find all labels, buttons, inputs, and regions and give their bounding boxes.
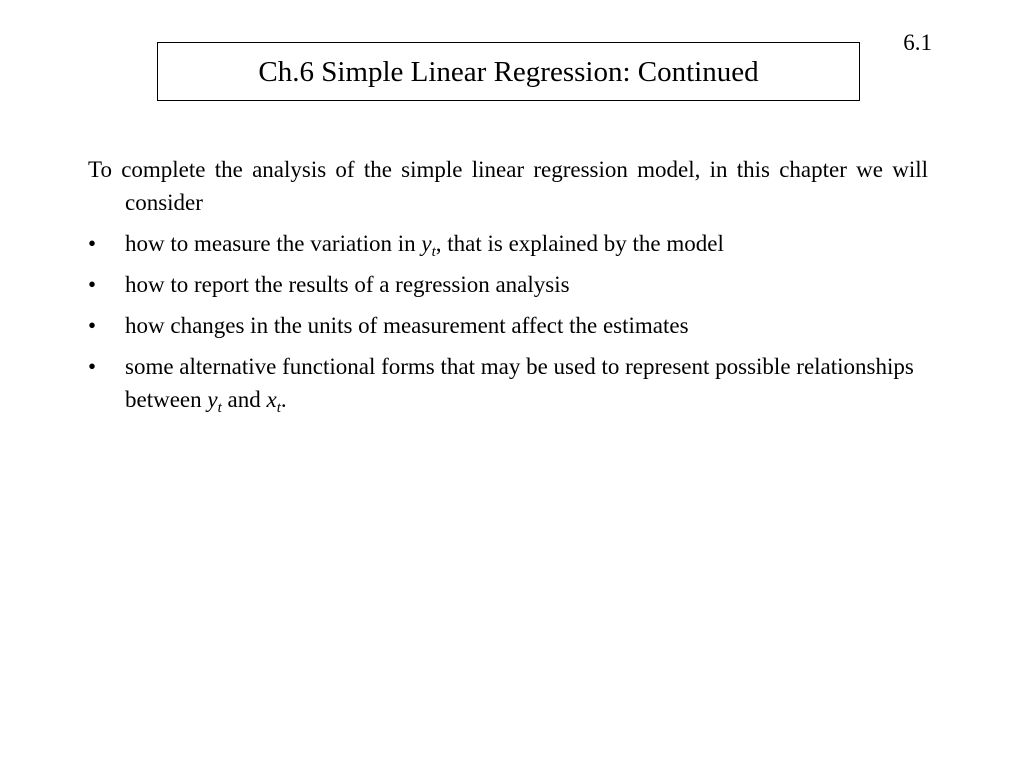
bullet-list xyxy=(88,227,928,416)
bullet-icon: • xyxy=(88,231,97,256)
bullet-text: and xyxy=(221,387,267,412)
slide-title: Ch.6 Simple Linear Regression: Continued xyxy=(258,56,759,88)
bullet-text: , that is explained by the model xyxy=(435,231,724,256)
bullet-item-units xyxy=(88,309,928,342)
math-variable: y xyxy=(421,231,432,256)
bullet-item-functional-forms xyxy=(88,350,928,416)
bullet-text: how to measure the variation in xyxy=(125,231,422,256)
bullet-text: how changes in the units of measurement affect the estimates xyxy=(125,313,689,338)
math-subscript: t xyxy=(217,400,222,416)
math-variable: x xyxy=(266,387,277,412)
math-subscript: t xyxy=(276,400,281,416)
bullet-icon: • xyxy=(88,354,97,379)
bullet-icon: • xyxy=(88,272,97,297)
bullet-item-variation xyxy=(88,227,928,260)
title-box xyxy=(157,42,860,101)
math-subscript: t xyxy=(431,244,436,260)
bullet-text: . xyxy=(280,387,287,412)
bullet-item-report xyxy=(88,268,928,301)
slide-number: 6.1 xyxy=(903,30,932,55)
bullet-text: some alternative functional forms that may be used to represent possible relationships between xyxy=(125,354,914,412)
intro-paragraph: To complete the analysis of the simple linear regression model, in this chapter we will consider xyxy=(88,157,928,215)
bullet-text: how to report the results of a regression analysis xyxy=(125,272,570,297)
math-variable: y xyxy=(207,387,218,412)
slide-body xyxy=(88,153,928,424)
bullet-icon: • xyxy=(88,313,97,338)
